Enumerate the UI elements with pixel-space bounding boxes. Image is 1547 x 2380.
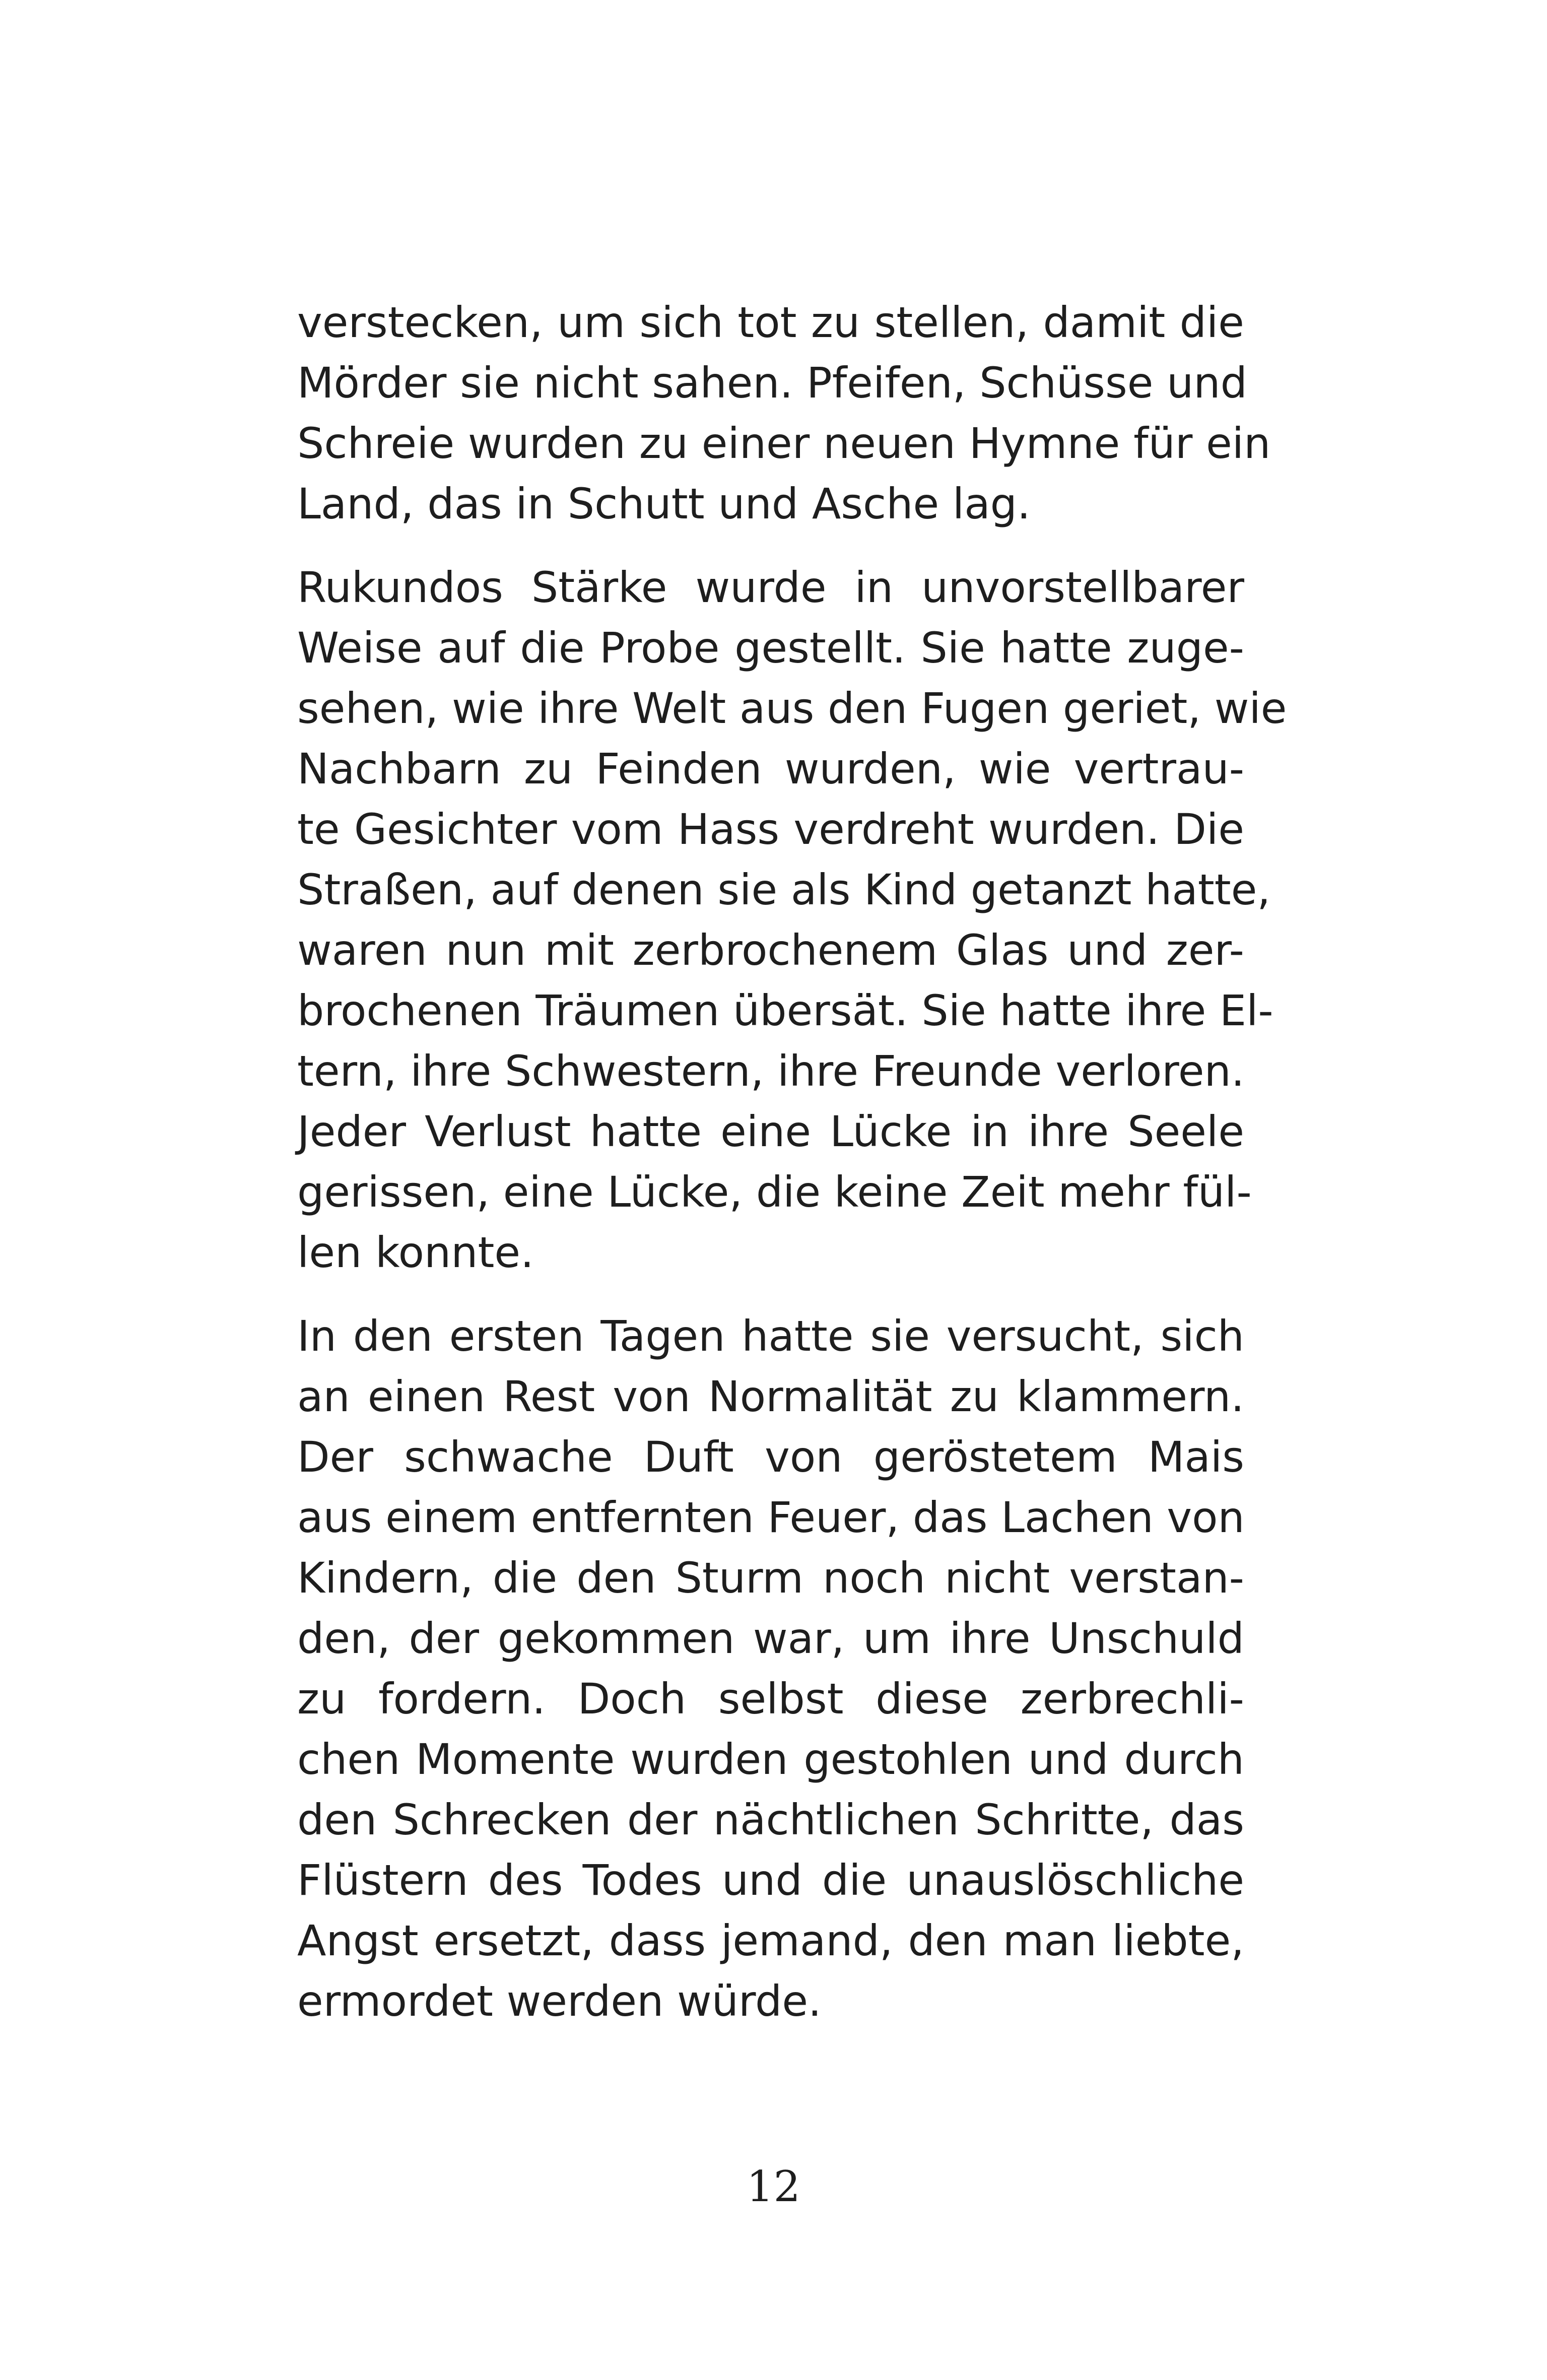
text-line: an einen Rest von Normalität zu klammern. — [297, 1372, 1244, 1421]
text-line: Der schwache Duft von geröstetem Mais — [297, 1432, 1244, 1482]
text-line: ermordet werden würde. — [297, 1976, 822, 2026]
text-line: Schreie wurden zu einer neuen Hymne für ein — [297, 419, 1271, 468]
text-line: Weise auf die Probe gestellt. Sie hatte zuge- — [297, 623, 1244, 673]
text-line: zu fordern. Doch selbst diese zerbrechli- — [297, 1674, 1244, 1724]
text-line: chen Momente wurden gestohlen und durch — [297, 1735, 1244, 1784]
text-line: Kindern, die den Sturm noch nicht verstan- — [297, 1553, 1244, 1603]
text-line: sehen, wie ihre Welt aus den Fugen geriet, wie — [297, 684, 1287, 733]
text-line: waren nun mit zerbrochenem Glas und zer- — [297, 925, 1244, 975]
text-line: Flüstern des Todes und die unauslöschliche — [297, 1856, 1244, 1905]
text-line: tern, ihre Schwestern, ihre Freunde verloren. — [297, 1046, 1245, 1096]
paragraph-spacer — [297, 1283, 1244, 1306]
text-line: verstecken, um sich tot zu stellen, damit die — [297, 298, 1244, 347]
body-text — [297, 292, 1287, 2031]
paragraph-spacer — [297, 534, 1244, 557]
paragraph-2 — [297, 557, 1287, 1283]
text-line: Straßen, auf denen sie als Kind getanzt hatte, — [297, 865, 1271, 914]
text-line: Jeder Verlust hatte eine Lücke in ihre Seele — [297, 1107, 1244, 1156]
page-number: 12 — [747, 2162, 800, 2211]
paragraph-3 — [297, 1306, 1244, 2031]
text-line: brochenen Träumen übersät. Sie hatte ihre El- — [297, 986, 1273, 1035]
text-line: len konnte. — [297, 1228, 534, 1277]
text-line: Land, das in Schutt und Asche lag. — [297, 479, 1031, 528]
text-line: In den ersten Tagen hatte sie versucht, sich — [297, 1311, 1244, 1361]
text-line: Angst ersetzt, dass jemand, den man liebte, — [297, 1916, 1244, 1965]
text-line: aus einem entfernten Feuer, das Lachen von — [297, 1493, 1245, 1542]
text-line: te Gesichter vom Hass verdreht wurden. Die — [297, 805, 1244, 854]
text-line: Rukundos Stärke wurde in unvorstellbarer — [297, 563, 1244, 612]
text-line: den, der gekommen war, um ihre Unschuld — [297, 1614, 1244, 1663]
paragraph-1 — [297, 292, 1271, 534]
text-line: Mörder sie nicht sahen. Pfeifen, Schüsse und — [297, 358, 1247, 408]
text-line: Nachbarn zu Feinden wurden, wie vertrau- — [297, 744, 1244, 794]
text-line: den Schrecken der nächtlichen Schritte, das — [297, 1795, 1244, 1844]
text-line: gerissen, eine Lücke, die keine Zeit mehr fül- — [297, 1167, 1252, 1217]
